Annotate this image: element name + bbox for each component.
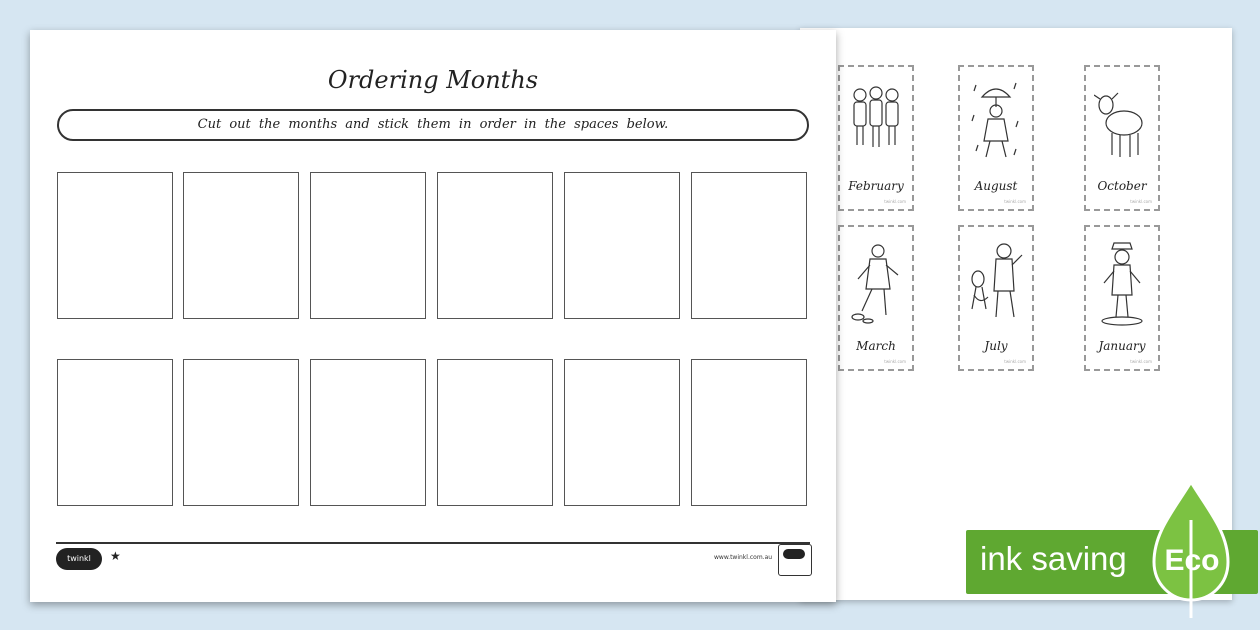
month-card: January twinkl.com: [1084, 225, 1160, 371]
month-label: July: [984, 339, 1008, 353]
eco-label: Eco: [1164, 544, 1220, 577]
month-card: July twinkl.com: [958, 225, 1034, 371]
month-slot: [564, 359, 680, 506]
month-label: February: [848, 179, 904, 193]
page-title: Ordering Months: [327, 66, 539, 94]
children-group-icon: [848, 75, 904, 171]
worksheet-page: [30, 30, 836, 602]
logo-text: twinkl: [67, 554, 91, 563]
month-slot: [437, 359, 553, 506]
instruction-banner: Cut out the months and stick them in order in the spaces below.: [57, 109, 809, 141]
month-label: August: [974, 179, 1018, 193]
autumn-leaves-child-icon: [848, 235, 904, 331]
rain-child-icon: [968, 75, 1024, 171]
month-card: August twinkl.com: [958, 65, 1034, 211]
lamb-icon: [1094, 75, 1150, 171]
month-slot: [183, 359, 299, 506]
month-slot: [691, 172, 807, 319]
month-slot: [310, 172, 426, 319]
twinkl-logo: [56, 548, 102, 570]
footer-divider: [56, 542, 810, 544]
month-label: October: [1097, 179, 1147, 193]
month-slot: [691, 359, 807, 506]
footer-url: www.twinkl.com.au: [714, 554, 773, 561]
month-slot: [183, 172, 299, 319]
hot-child-icon: [1094, 235, 1150, 331]
month-slot: [57, 172, 173, 319]
month-card: October twinkl.com: [1084, 65, 1160, 211]
month-card: March twinkl.com: [838, 225, 914, 371]
month-slot: [437, 172, 553, 319]
month-slot: [310, 359, 426, 506]
child-with-dog-icon: [968, 235, 1024, 331]
month-slot: [564, 172, 680, 319]
ink-saving-text: ink saving: [980, 540, 1127, 577]
month-label: March: [856, 339, 896, 353]
month-slot: [57, 359, 173, 506]
star-icon: ★: [110, 549, 121, 563]
month-label: January: [1098, 339, 1146, 353]
month-card: February twinkl.com: [838, 65, 914, 211]
footer-logo-icon: [778, 544, 812, 576]
